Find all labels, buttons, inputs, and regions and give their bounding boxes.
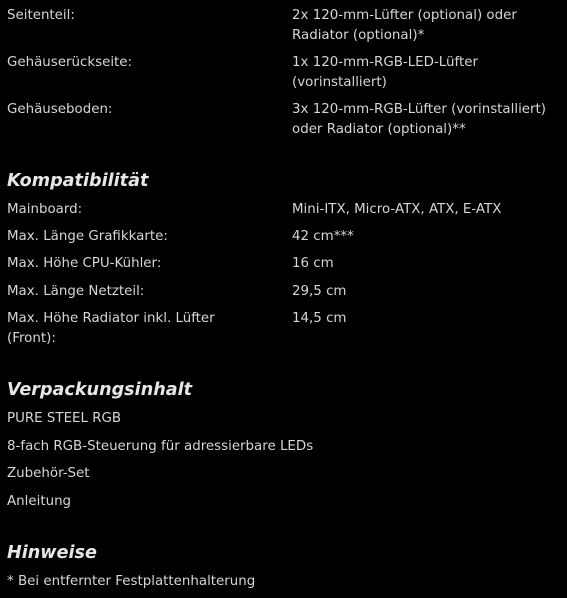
section-heading-notes: Hinweise — [7, 543, 97, 563]
list-item: Zubehör-Set — [7, 466, 90, 481]
list-item: PURE STEEL RGB — [7, 411, 122, 426]
section-heading-compatibility: Kompatibilität — [7, 171, 149, 191]
spec-label: Seitenteil: — [7, 8, 75, 23]
spec-value: 29,5 cm — [292, 284, 347, 299]
spec-value: 14,5 cm — [292, 311, 347, 326]
note-item: * Bei entfernter Festplattenhalterung — [7, 574, 256, 589]
spec-label: Max. Höhe Radiator inkl. Lüfter (Front): — [7, 311, 215, 346]
section-heading-package: Verpackungsinhalt — [7, 380, 193, 400]
spec-label: Mainboard: — [7, 202, 83, 217]
spec-label: Max. Höhe CPU-Kühler: — [7, 256, 162, 271]
spec-label: Gehäuseboden: — [7, 102, 113, 117]
list-item: Anleitung — [7, 494, 72, 509]
list-item: 8-fach RGB-Steuerung für adressierbare LEDs — [7, 439, 314, 454]
spec-label: Max. Länge Grafikkarte: — [7, 229, 168, 244]
spec-value: 42 cm*** — [292, 229, 354, 244]
spec-label: Max. Länge Netzteil: — [7, 284, 145, 299]
spec-value: 16 cm — [292, 256, 334, 271]
spec-value: Mini-ITX, Micro-ATX, ATX, E-ATX — [292, 202, 502, 217]
spec-value: 1x 120-mm-RGB-LED-Lüfter (vorinstalliert) — [292, 55, 478, 90]
spec-label: Gehäuserückseite: — [7, 55, 133, 70]
spec-value: 3x 120-mm-RGB-Lüfter (vorinstalliert) oder Radiator (optional)** — [292, 102, 547, 137]
spec-value: 2x 120-mm-Lüfter (optional) oder Radiator (optional)* — [292, 8, 517, 43]
